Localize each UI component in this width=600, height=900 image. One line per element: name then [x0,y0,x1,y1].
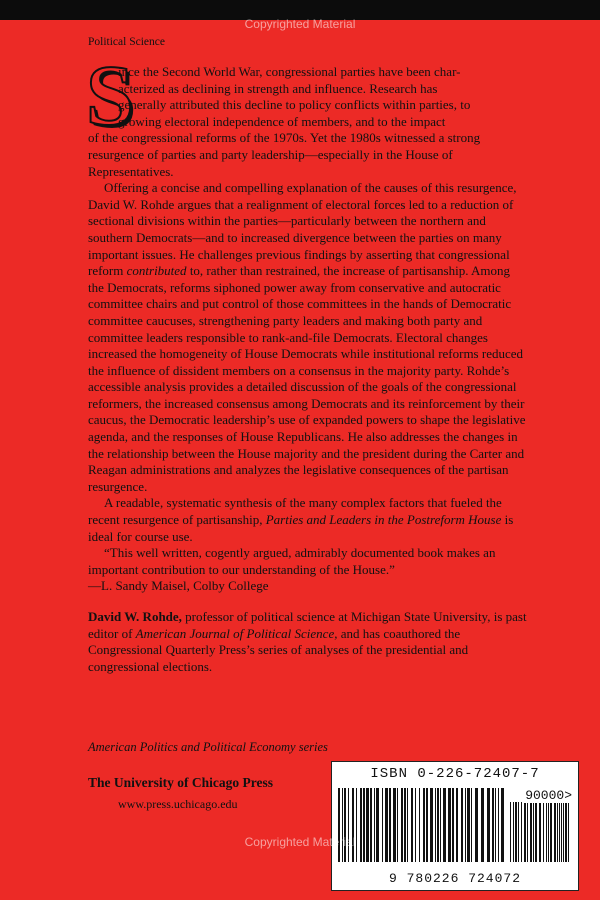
barcode-bar [498,788,499,862]
watermark-bottom: Copyrighted Material [244,835,356,849]
description-body [88,64,528,675]
barcode-bar [363,788,365,862]
barcode-bar [393,788,396,862]
barcode-bar [374,788,375,862]
barcode-bar [404,788,406,862]
series-name: American Politics and Political Economy series [88,740,328,754]
barcode-bar [461,788,463,862]
drop-cap-letter: S [86,47,134,143]
book-title: Parties and Leaders in the Postreform House [265,512,502,528]
barcode-bar [407,788,408,862]
intro-line-2: acterized as declining in strength and influence. Research has [118,80,438,96]
barcode-bar [366,788,369,862]
barcode-bar [338,788,340,862]
price-barcode-bar [561,802,562,862]
intro-line-1: ince the Second World War, congressional parties have been char- [118,64,461,79]
barcode-bar [456,788,458,862]
price-barcode-bar [518,802,519,862]
barcode-bar [423,788,425,862]
intro-line-3: generally attributed this decline to policy conflicts within parties, to [118,97,471,113]
price-barcode-bar [565,802,567,862]
synthesis-text-a: A readable, systematic synthesis of the many complex factors that fueled the recent resurgence of partisanship, [88,495,502,528]
barcode-bar [440,788,441,862]
price-barcode-bar [535,802,537,862]
price-barcode-bar [557,802,558,862]
author-bio [88,609,528,675]
price-barcode-bar [568,802,569,862]
price-barcode-bar [527,802,528,862]
barcode-bar [376,788,379,862]
price-barcode-bar [550,802,552,862]
barcode-bar [495,788,496,862]
publisher-url: www.press.uchicago.edu [118,797,238,811]
journal-name: American Journal of Political Science, [135,625,338,641]
category-label: Political Science [88,36,165,48]
barcode-bar [370,788,372,862]
price-barcode-bar [524,802,526,862]
barcode-block [331,761,579,891]
price-code: 90000> [525,788,572,803]
price-barcode-bar [530,802,532,862]
barcode-bar [419,788,420,862]
price-barcode-bar [563,802,564,862]
barcode-bar [448,788,451,862]
paragraph-synthesis [88,495,528,545]
barcode-bar [401,788,403,862]
barcode-bar [344,788,346,862]
barcode-bar [352,788,354,862]
price-barcode-bar [513,802,514,862]
ean-number: 9 780226 724072 [388,871,522,886]
barcode-bar [487,788,490,862]
barcode-bar [471,788,472,862]
price-barcode-bar [554,802,556,862]
isbn-label: ISBN 0-226-72407-7 [370,766,540,782]
paragraph-intro [88,64,528,180]
quote-text: “This well written, cogently argued, admirably documented book makes an important contribution to our understanding of the House.” [88,545,496,577]
barcode-bar [443,788,446,862]
watermark-top: Copyrighted Material [244,17,356,31]
barcode-bar [360,788,362,862]
author-text-a: professor of political science at Michigan State University, is past editor of [88,609,527,641]
publisher-name: The University of Chicago Press [88,775,273,790]
barcode-bar [435,788,436,862]
argument-emphasis: contributed [126,263,187,279]
barcode-bar [475,788,478,862]
barcode-bar [437,788,439,862]
intro-rest: of the congressional reforms of the 1970s. Yet the 1980s witnessed a strong resurgence of parties and party leadership—especially in the House of Representatives. [88,130,481,179]
author-text-b: and has coauthored the Congressional Quarterly Press’s series of analyses of the presidential and congressional elections. [88,625,469,674]
barcode-bar [481,788,484,862]
intro-line-4: growing electoral independence of members, and to the impact [118,113,446,129]
paragraph-argument [88,180,528,495]
argument-text-a: Offering a concise and compelling explanation of the causes of this resurgence, David W. Rohde argues that a realignment of electoral forces led to a reduction of sectional divisions within the parties—particularly between the northern and southern Democrats—and to increased divergence between the parties on many important issues. He challenges previous findings by asserting that congressional reform [88,180,517,279]
barcode-bar [452,788,454,862]
author-name: David W. Rohde, [88,609,182,624]
review-attribution: —L. Sandy Maisel, Colby College [88,578,269,594]
price-barcode-bar [548,802,549,862]
barcode-bar [467,788,470,862]
barcode-bar [415,788,416,862]
synthesis-text-b: is ideal for course use. [88,512,514,544]
barcode-bar [348,788,349,862]
price-barcode-bar [539,802,541,862]
barcode-bar [382,788,383,862]
price-barcode-bar [559,802,560,862]
barcode-bar [356,788,357,862]
barcode-bar [389,788,391,862]
price-barcode-bar [521,802,522,862]
barcode-bar [385,788,388,862]
price-barcode-bar [515,802,517,862]
barcode-bar [411,788,413,862]
price-barcode-bar [543,802,544,862]
price-barcode-bar [510,802,511,862]
price-barcode-bar [533,802,534,862]
barcode-bar [397,788,398,862]
barcode-bar [342,788,343,862]
barcode-bar [426,788,428,862]
barcode-bar [492,788,494,862]
barcode-bar [465,788,466,862]
barcode-bar [430,788,433,862]
review-quote [88,545,528,578]
price-barcode-bar [546,802,547,862]
argument-text-b: to, rather than restrained, the increase of partisanship. Among the Democrats, reforms siphoned power away from conservative and autocratic committee chairs and put control of those committees in the hands of Democratic committee caucuses, strengthening party leaders and making both party and committee leaders responsible to rank-and-file Democrats. Electoral changes increased the homogeneity of House Democrats while institutional reforms reduced the influence of dissident members on a consensus in the majority party. Rohde’s accessible analysis provides a detailed discussion of the goals of the congressional reformers, the increased consensus among Democrats and its reinforcement by their caucus, the Democratic leadership’s use of expanded powers to shape the legislative agenda, and the responses of House Republicans. He also addresses the changes in the relationship between the House majority and the president during the Carter and Reagan administrations and analyzes the legislative consequences of the partisan resurgence. [88,263,526,494]
barcode-bar [501,788,504,862]
